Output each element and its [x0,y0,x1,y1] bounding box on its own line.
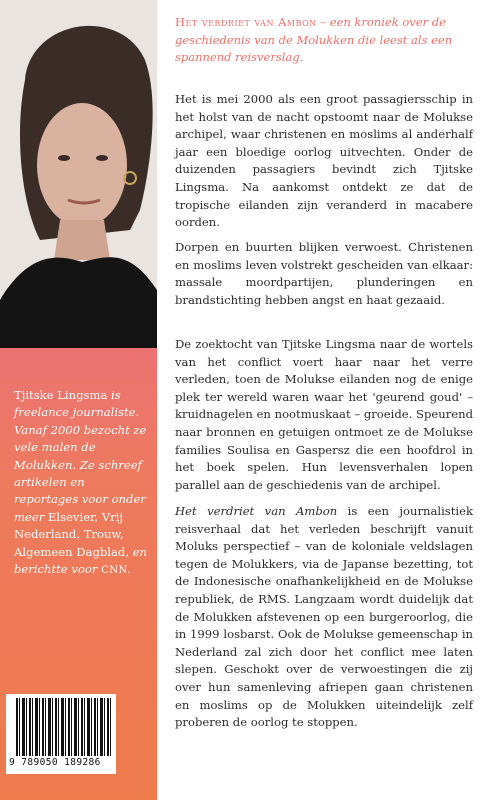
author-photo [0,0,157,348]
author-bio [14,387,152,579]
book-title-inline: Het verdriet van Ambon [175,504,338,518]
blurb-paragraph-2: Dorpen en buurten blijken verwoest. Christenen en moslims leven volstrekt gescheiden van elkaar: massale moordpartijen, plunderingen en brandstichting hebben angst en haat gezaaid. [175,240,473,307]
barcode-bars [16,698,112,756]
tagline [175,14,471,67]
author-name: Tjitske Lingsma [14,388,108,402]
isbn-barcode [6,694,116,774]
blurb-paragraph-4 [175,503,473,732]
blurb-paragraph-4-text: is een journalistiek reisverhaal dat het verleden beschrijft vanuit Moluks perspectief – van de koloniale veldslagen tegen de Molukkers, via de Japanse bezetting, tot de Indonesische onafhankelijkheid en de Molukse republiek, de RMS. Langzaam wordt duidelijk dat de Molukken afstevenen op een burgeroorlog, die in 1999 losbarst. Ook de Molukse gemeenschap in Nederland zal zich door het conflict mee laten slepen. Geschokt over de verwoestingen die zij over hun samenleving afriepen gaan christenen en moslims op de Molukken uiteindelijk zelf proberen de oorlog te stoppen. [175,504,473,730]
tagline-text: – een kroniek over de geschiedenis van de Molukken die leest als een spannend reisverslag. [175,15,453,64]
author-panel [0,0,157,800]
blurb-paragraph-3: De zoektocht van Tjitske Lingsma naar de wortels van het conflict voert haar naar het verre verleden, toen de Molukse eilanden nog de enige plek ter wereld waren waar het 'geurend goud' – kruidnagelen en nootmuskaat – groeide. Speurend naar bronnen en getuigen ontmoet ze de Molukse families Soulisa en Gaspersz die een hoofdrol in het boek spelen. Hun levensverhalen lopen parallel aan de geschiedenis van de archipel. [175,337,473,492]
blurb-paragraph-1: Het is mei 2000 als een groot passagiersschip in het holst van de nacht opstoomt naar de Molukse archipel, waar christenen en moslims al anderhalf jaar een bloedige oorlog uitvechten. Onder de duizenden passagiers bevindt zich Tjitske Lingsma. Na aankomst ontdekt ze dat de tropische eilanden zijn veranderd in macabere oorden. [175,92,473,230]
bio-text-1: is freelance journaliste. Vanaf 2000 bezocht ze vele malen de Molukken. Ze schreef artikelen en reportages voor onder meer [14,388,147,524]
bio-publications: Elsevier, Vrij Nederland, Trouw, Algemeen Dagblad, [14,509,130,559]
barcode-number: 9 789050 189286 [9,757,101,768]
bio-text-3: en berichtte voor [14,544,148,577]
bio-cnn: CNN. [101,565,131,577]
tagline-title: Het verdriet van Ambon [175,15,317,29]
author-portrait-illustration [0,0,157,348]
